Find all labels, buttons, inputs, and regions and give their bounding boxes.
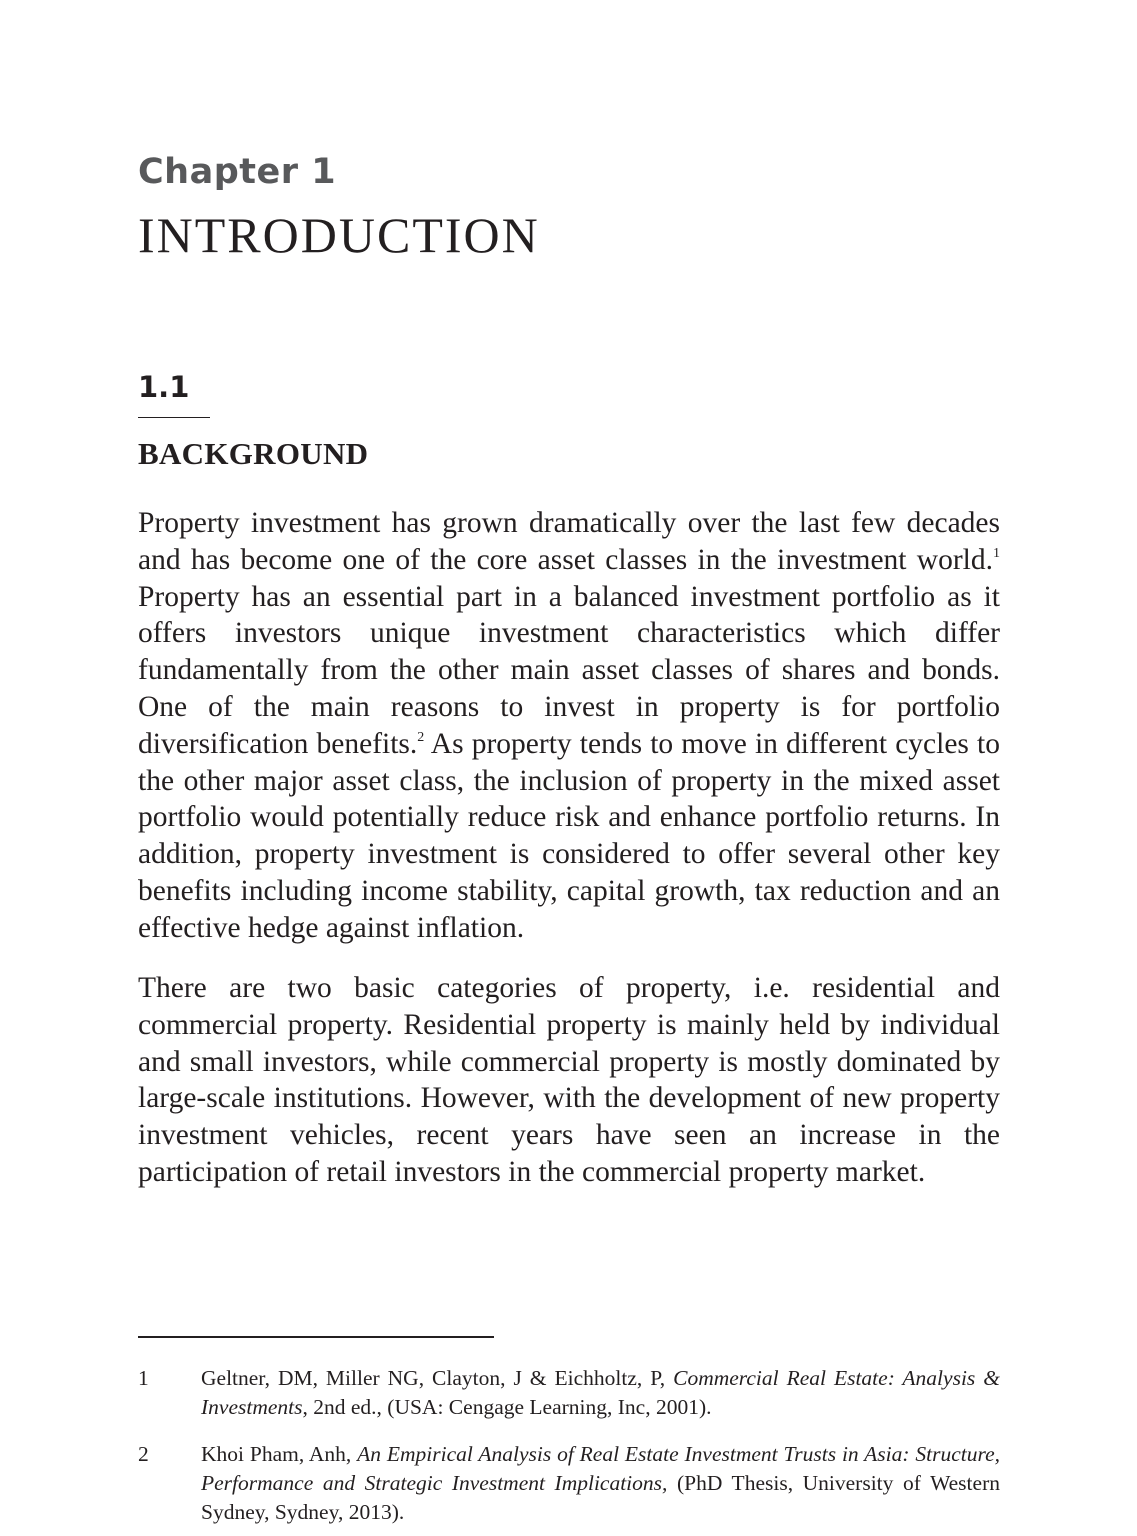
footnote-title: Commercial Real Estate: Analysis & Investments	[201, 1366, 1000, 1419]
footnote-divider	[138, 1336, 494, 1338]
footnote-text	[201, 1440, 1000, 1527]
footnote-2	[138, 1440, 1000, 1527]
footnote-1	[138, 1364, 1000, 1422]
section-heading: BACKGROUND	[138, 436, 369, 471]
section-divider	[138, 417, 210, 418]
footnote-ref-1[interactable]: 1	[993, 545, 1000, 561]
footnote-title: An Empirical Analysis of Real Estate Investment Trusts in Asia: Structure, Performance and Strategic Investment Implications,	[201, 1442, 1000, 1495]
footnote-ref-2[interactable]: 2	[417, 729, 425, 745]
paragraph-2: There are two basic categories of property, i.e. residential and commercial property. Residential property is mainly held by individual and small investors, while commercial property is mostly dominated by large-scale institutions. However, with the development of new property investment vehicles, recent years have seen an increase in the participation of retail investors in the commercial property market.	[138, 972, 1000, 1188]
footnote-number: 1	[138, 1366, 149, 1390]
footnote-details: (PhD Thesis, University of Western Sydney, Sydney, 2013).	[201, 1471, 1000, 1524]
paragraph-1-part-2: Property has an essential part in a balanced investment portfolio as it offers investors unique investment characteristics which differ fundamentally from the other main asset classes of shares and bonds. One of the main reasons to invest in property is for portfolio diversification benefits.	[138, 580, 1000, 760]
paragraph-1	[138, 505, 1000, 947]
chapter-title: INTRODUCTION	[138, 207, 540, 263]
paragraph-1-part-3: As property tends to move in different cycles to the other major asset class, the inclusion of property in the mixed asset portfolio would potentially reduce risk and enhance portfolio returns. In addition, property investment is considered to offer several other key benefits including income stability, capital growth, tax reduction and an effective hedge against inflation.	[138, 727, 1000, 944]
footnote-number: 2	[138, 1442, 149, 1466]
footnote-text	[201, 1364, 1000, 1422]
paragraph-1-part-1: Property investment has grown dramatically over the last few decades and has become one of the core asset classes in the investment world.	[138, 507, 1000, 576]
footnote-details: , 2nd ed., (USA: Cengage Learning, Inc, 2001).	[302, 1395, 712, 1419]
chapter-label: Chapter 1	[138, 152, 337, 192]
footnote-authors: Geltner, DM, Miller NG, Clayton, J & Eichholtz, P,	[201, 1366, 674, 1390]
section-number: 1.1	[138, 370, 190, 404]
footnote-authors: Khoi Pham, Anh,	[201, 1442, 358, 1466]
